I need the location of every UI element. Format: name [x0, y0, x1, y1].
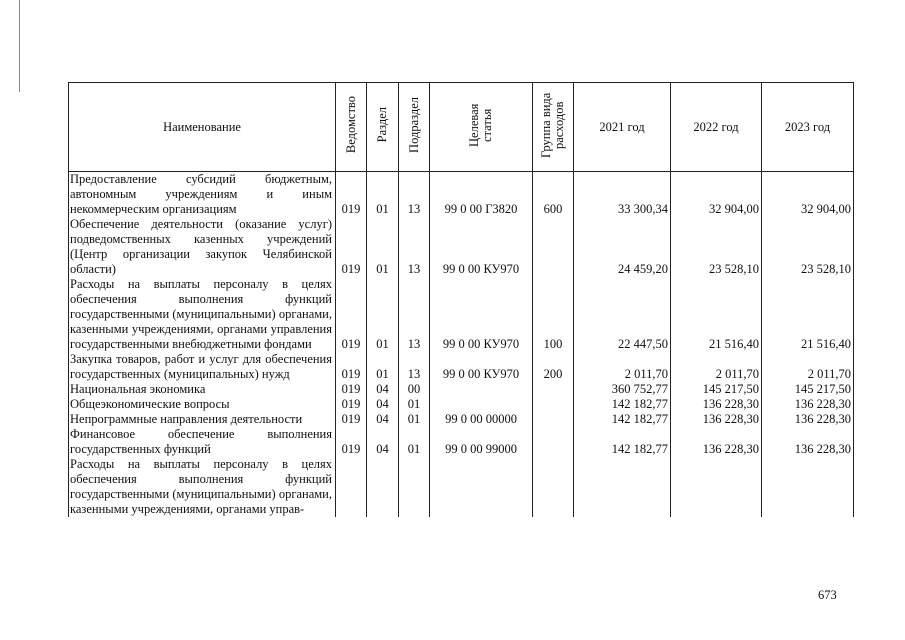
header-2023: 2023 год	[762, 83, 854, 172]
cell-cs	[430, 382, 533, 397]
cell-name: Общеэкономические вопросы	[69, 397, 336, 412]
cell-name: Расходы на выплаты персоналу в целях обеспечения выполнения функций государственными (муниципальными) органами, казенными учреждениями, органами управ-	[69, 457, 336, 517]
header-group: Группа вида расходов	[533, 83, 574, 172]
cell-v2023: 23 528,10	[762, 217, 854, 277]
cell-ved: 019	[336, 382, 367, 397]
cell-v2021: 22 447,50	[574, 277, 671, 352]
table-row	[69, 412, 854, 427]
cell-razd: 01	[367, 172, 399, 218]
cell-razd	[367, 457, 399, 517]
cell-v2021: 142 182,77	[574, 412, 671, 427]
cell-razd: 01	[367, 217, 399, 277]
cell-razd: 04	[367, 427, 399, 457]
cell-v2023: 32 904,00	[762, 172, 854, 218]
cell-podr	[399, 457, 430, 517]
cell-name: Финансовое обеспечение выполнения государственных функций	[69, 427, 336, 457]
cell-razd: 04	[367, 412, 399, 427]
cell-v2023: 21 516,40	[762, 277, 854, 352]
cell-v2022: 136 228,30	[671, 397, 762, 412]
cell-vr: 200	[533, 352, 574, 382]
cell-name: Обеспечение деятельности (оказание услуг) подведомственных казенных учреждений (Центр организации закупок Челябинской области)	[69, 217, 336, 277]
cell-cs: 99 0 00 КУ970	[430, 352, 533, 382]
cell-v2023: 145 217,50	[762, 382, 854, 397]
cell-vr: 600	[533, 172, 574, 218]
header-2022: 2022 год	[671, 83, 762, 172]
cell-cs: 99 0 00 Г3820	[430, 172, 533, 218]
table-row	[69, 382, 854, 397]
cell-vr	[533, 412, 574, 427]
cell-v2023: 136 228,30	[762, 397, 854, 412]
cell-cs	[430, 397, 533, 412]
cell-podr: 13	[399, 217, 430, 277]
cell-cs: 99 0 00 00000	[430, 412, 533, 427]
cell-podr: 13	[399, 172, 430, 218]
table-row	[69, 352, 854, 382]
cell-vr	[533, 382, 574, 397]
cell-v2022: 2 011,70	[671, 352, 762, 382]
cell-v2023: 2 011,70	[762, 352, 854, 382]
cell-v2022	[671, 457, 762, 517]
cell-v2021: 360 752,77	[574, 382, 671, 397]
cell-v2022: 32 904,00	[671, 172, 762, 218]
page-number: 673	[818, 588, 837, 602]
cell-razd: 01	[367, 277, 399, 352]
table-row	[69, 172, 854, 218]
table-row	[69, 427, 854, 457]
cell-cs: 99 0 00 КУ970	[430, 217, 533, 277]
cell-podr: 01	[399, 412, 430, 427]
table-row	[69, 457, 854, 517]
cell-name: Непрограммные направления деятельности	[69, 412, 336, 427]
cell-v2022: 136 228,30	[671, 427, 762, 457]
cell-v2021	[574, 457, 671, 517]
margin-line	[19, 0, 20, 92]
cell-ved: 019	[336, 277, 367, 352]
cell-v2022: 145 217,50	[671, 382, 762, 397]
cell-vr	[533, 457, 574, 517]
cell-ved: 019	[336, 352, 367, 382]
header-name: Наименование	[69, 83, 336, 172]
header-2021: 2021 год	[574, 83, 671, 172]
cell-ved: 019	[336, 412, 367, 427]
cell-vr	[533, 397, 574, 412]
budget-table-container	[68, 82, 854, 517]
cell-vr	[533, 217, 574, 277]
cell-cs: 99 0 00 99000	[430, 427, 533, 457]
cell-v2022: 21 516,40	[671, 277, 762, 352]
cell-vr: 100	[533, 277, 574, 352]
header-target: Целевая статья	[430, 83, 533, 172]
cell-podr: 01	[399, 427, 430, 457]
cell-cs	[430, 457, 533, 517]
table-row	[69, 397, 854, 412]
cell-razd: 04	[367, 397, 399, 412]
cell-ved: 019	[336, 217, 367, 277]
budget-table	[68, 82, 854, 517]
cell-v2021: 142 182,77	[574, 397, 671, 412]
cell-razd: 01	[367, 352, 399, 382]
cell-name: Национальная экономика	[69, 382, 336, 397]
cell-ved: 019	[336, 427, 367, 457]
cell-name: Расходы на выплаты персоналу в целях обеспечения выполнения функций государственными (муниципальными) органами, казенными учреждениями, органами управления государственными внебюджетными фондами	[69, 277, 336, 352]
cell-v2021: 2 011,70	[574, 352, 671, 382]
cell-podr: 13	[399, 277, 430, 352]
cell-v2023: 136 228,30	[762, 412, 854, 427]
cell-v2023	[762, 457, 854, 517]
cell-v2021: 24 459,20	[574, 217, 671, 277]
header-razdel: Раздел	[367, 83, 399, 172]
cell-ved: 019	[336, 172, 367, 218]
header-vedomstvo: Ведомство	[336, 83, 367, 172]
header-podrazdel: Подраздел	[399, 83, 430, 172]
table-row	[69, 277, 854, 352]
cell-ved: 019	[336, 397, 367, 412]
cell-v2021: 142 182,77	[574, 427, 671, 457]
cell-podr: 13	[399, 352, 430, 382]
table-header-row	[69, 83, 854, 172]
cell-razd: 04	[367, 382, 399, 397]
cell-v2021: 33 300,34	[574, 172, 671, 218]
cell-podr: 01	[399, 397, 430, 412]
cell-podr: 00	[399, 382, 430, 397]
cell-cs: 99 0 00 КУ970	[430, 277, 533, 352]
cell-v2022: 136 228,30	[671, 412, 762, 427]
cell-ved	[336, 457, 367, 517]
cell-name: Предоставление субсидий бюджетным, автономным учреждениям и иным некоммерческим организациям	[69, 172, 336, 218]
cell-name: Закупка товаров, работ и услуг для обеспечения государственных (муниципальных) нужд	[69, 352, 336, 382]
cell-v2023: 136 228,30	[762, 427, 854, 457]
cell-vr	[533, 427, 574, 457]
cell-v2022: 23 528,10	[671, 217, 762, 277]
table-row	[69, 217, 854, 277]
